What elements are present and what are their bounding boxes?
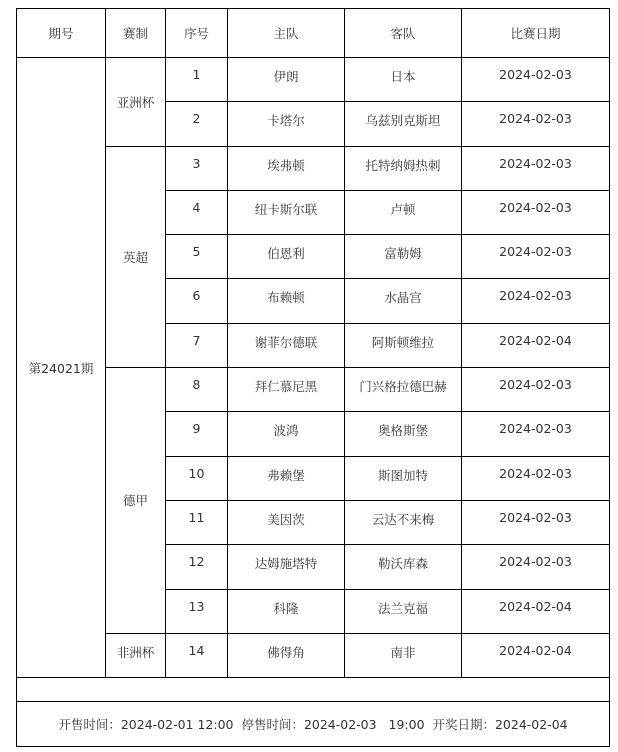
table-row: [17, 146, 610, 190]
match-date: 2024-02-03: [462, 456, 610, 500]
match-date: 2024-02-03: [462, 500, 610, 544]
away-team: 奥格斯堡: [345, 412, 462, 456]
competition-cell: 德甲: [106, 368, 166, 634]
footer-row: [17, 702, 610, 747]
away-team: 斯图加特: [345, 456, 462, 500]
match-date: 2024-02-04: [462, 323, 610, 367]
match-date: 2024-02-03: [462, 146, 610, 190]
away-team: 日本: [345, 58, 462, 102]
competition-cell: 英超: [106, 146, 166, 367]
header-competition: 赛制: [106, 9, 166, 58]
away-team: 乌兹别克斯坦: [345, 102, 462, 146]
match-index: 6: [166, 279, 228, 323]
home-team: 谢菲尔德联: [228, 323, 345, 367]
competition-cell: 亚洲杯: [106, 58, 166, 147]
home-team: 布赖顿: [228, 279, 345, 323]
match-date: 2024-02-03: [462, 545, 610, 589]
header-period: 期号: [17, 9, 106, 58]
away-team: 阿斯顿维拉: [345, 323, 462, 367]
home-team: 波鸿: [228, 412, 345, 456]
match-index: 10: [166, 456, 228, 500]
period-cell: 第24021期: [17, 58, 106, 678]
match-date: 2024-02-04: [462, 633, 610, 677]
home-team: 卡塔尔: [228, 102, 345, 146]
match-index: 7: [166, 323, 228, 367]
header-away: 客队: [345, 9, 462, 58]
away-team: 水晶宫: [345, 279, 462, 323]
match-index: 13: [166, 589, 228, 633]
home-team: 佛得角: [228, 633, 345, 677]
match-index: 12: [166, 545, 228, 589]
home-team: 伯恩利: [228, 235, 345, 279]
match-date: 2024-02-03: [462, 102, 610, 146]
match-index: 14: [166, 633, 228, 677]
spacer-cell: [17, 678, 610, 702]
spacer-row: [17, 678, 610, 702]
match-index: 1: [166, 58, 228, 102]
header-date: 比赛日期: [462, 9, 610, 58]
table-row: [17, 368, 610, 412]
match-date: 2024-02-03: [462, 235, 610, 279]
sales-info-text: 开售时间：2024-02-01 12:00 停售时间：2024-02-03 19:00 开奖日期：2024-02-04: [58, 717, 568, 733]
home-team: 弗赖堡: [228, 456, 345, 500]
match-date: 2024-02-03: [462, 412, 610, 456]
away-team: 云达不来梅: [345, 500, 462, 544]
match-index: 3: [166, 146, 228, 190]
match-index: 2: [166, 102, 228, 146]
header-index: 序号: [166, 9, 228, 58]
match-date: 2024-02-04: [462, 589, 610, 633]
match-index: 4: [166, 190, 228, 234]
match-date: 2024-02-03: [462, 190, 610, 234]
home-team: 拜仁慕尼黑: [228, 368, 345, 412]
table-row: [17, 58, 610, 102]
away-team: 勒沃库森: [345, 545, 462, 589]
match-index: 9: [166, 412, 228, 456]
away-team: 南非: [345, 633, 462, 677]
competition-cell: 非洲杯: [106, 633, 166, 677]
match-index: 5: [166, 235, 228, 279]
away-team: 法兰克福: [345, 589, 462, 633]
header-row: [17, 9, 610, 58]
table-row: [17, 633, 610, 677]
home-team: 伊朗: [228, 58, 345, 102]
match-index: 11: [166, 500, 228, 544]
home-team: 美因茨: [228, 500, 345, 544]
home-team: 纽卡斯尔联: [228, 190, 345, 234]
away-team: 卢顿: [345, 190, 462, 234]
sales-info-cell: [17, 702, 610, 747]
away-team: 托特纳姆热刺: [345, 146, 462, 190]
match-date: 2024-02-03: [462, 279, 610, 323]
header-home: 主队: [228, 9, 345, 58]
schedule-table: [16, 8, 610, 747]
away-team: 富勒姆: [345, 235, 462, 279]
match-index: 8: [166, 368, 228, 412]
home-team: 埃弗顿: [228, 146, 345, 190]
match-date: 2024-02-03: [462, 58, 610, 102]
away-team: 门兴格拉德巴赫: [345, 368, 462, 412]
match-date: 2024-02-03: [462, 368, 610, 412]
home-team: 达姆施塔特: [228, 545, 345, 589]
home-team: 科隆: [228, 589, 345, 633]
